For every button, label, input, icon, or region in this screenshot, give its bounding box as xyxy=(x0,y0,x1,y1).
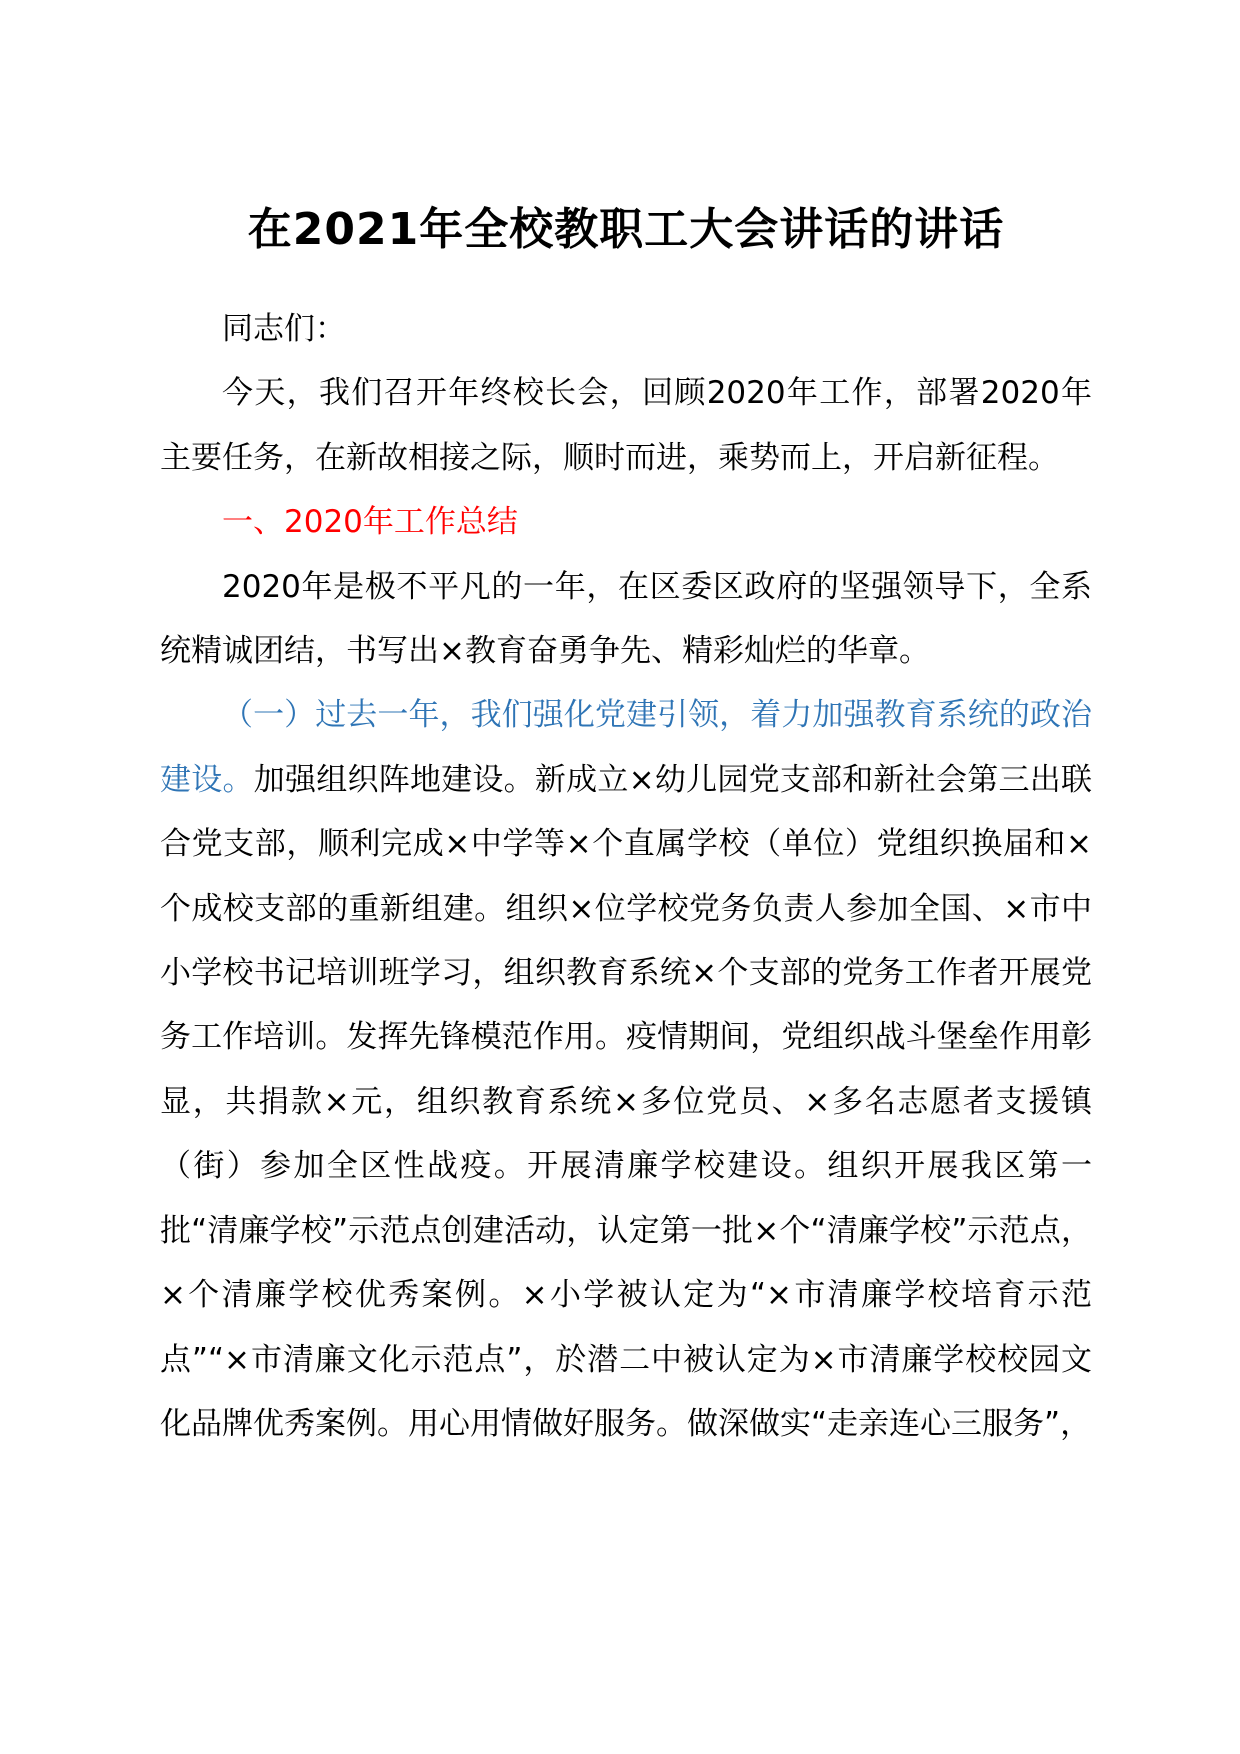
subsection-paragraph xyxy=(160,683,1092,1456)
document-title: 在2021年全校教职工大会讲话的讲话 xyxy=(247,204,1005,255)
subsection-heading: （一）过去一年，我们强化党建引领，着力加强教育系统的政治建设。 xyxy=(160,697,1092,798)
subsection-text: 加强组织阵地建设。新成立×幼儿园党支部和新社会第三出联合党支部，顺利完成×中学等×个直属学校（单位）党组织换届和×个成校支部的重新组建。组织×位学校党务负责人参加全国、×市中小学校书记培训班学习，组织教育系统×个支部的党务工作者开展党务工作培训。发挥先锋模范作用。疫情期间，党组织战斗堡垒作用彰显，共捐款×元，组织教育系统×多位党员、×多名志愿者支援镇（街）参加全区性战疫。开展清廉学校建设。组织开展我区第一批“清廉学校”示范点创建活动，认定第一批×个“清廉学校”示范点，×个清廉学校优秀案例。×小学被认定为“×市清廉学校培育示范点”“×市清廉文化示范点”，於潜二中被认定为×市清廉学校校园文化品牌优秀案例。用心用情做好服务。做深做实“走亲连心三服务”， xyxy=(160,761,1092,1442)
salutation: 同志们： xyxy=(222,311,346,347)
section-heading: 一、2020年工作总结 xyxy=(222,504,518,541)
section-paragraph: 2020年是极不平凡的一年，在区委区政府的坚强领导下，全系统精诚团结，书写出×教育奋勇争先、精彩灿烂的华章。 xyxy=(160,568,1092,670)
document-body xyxy=(160,297,1092,1456)
intro-paragraph: 今天，我们召开年终校长会，回顾2020年工作，部署2020年主要任务，在新故相接之际，顺时而进，乘势而上，开启新征程。 xyxy=(160,375,1092,476)
